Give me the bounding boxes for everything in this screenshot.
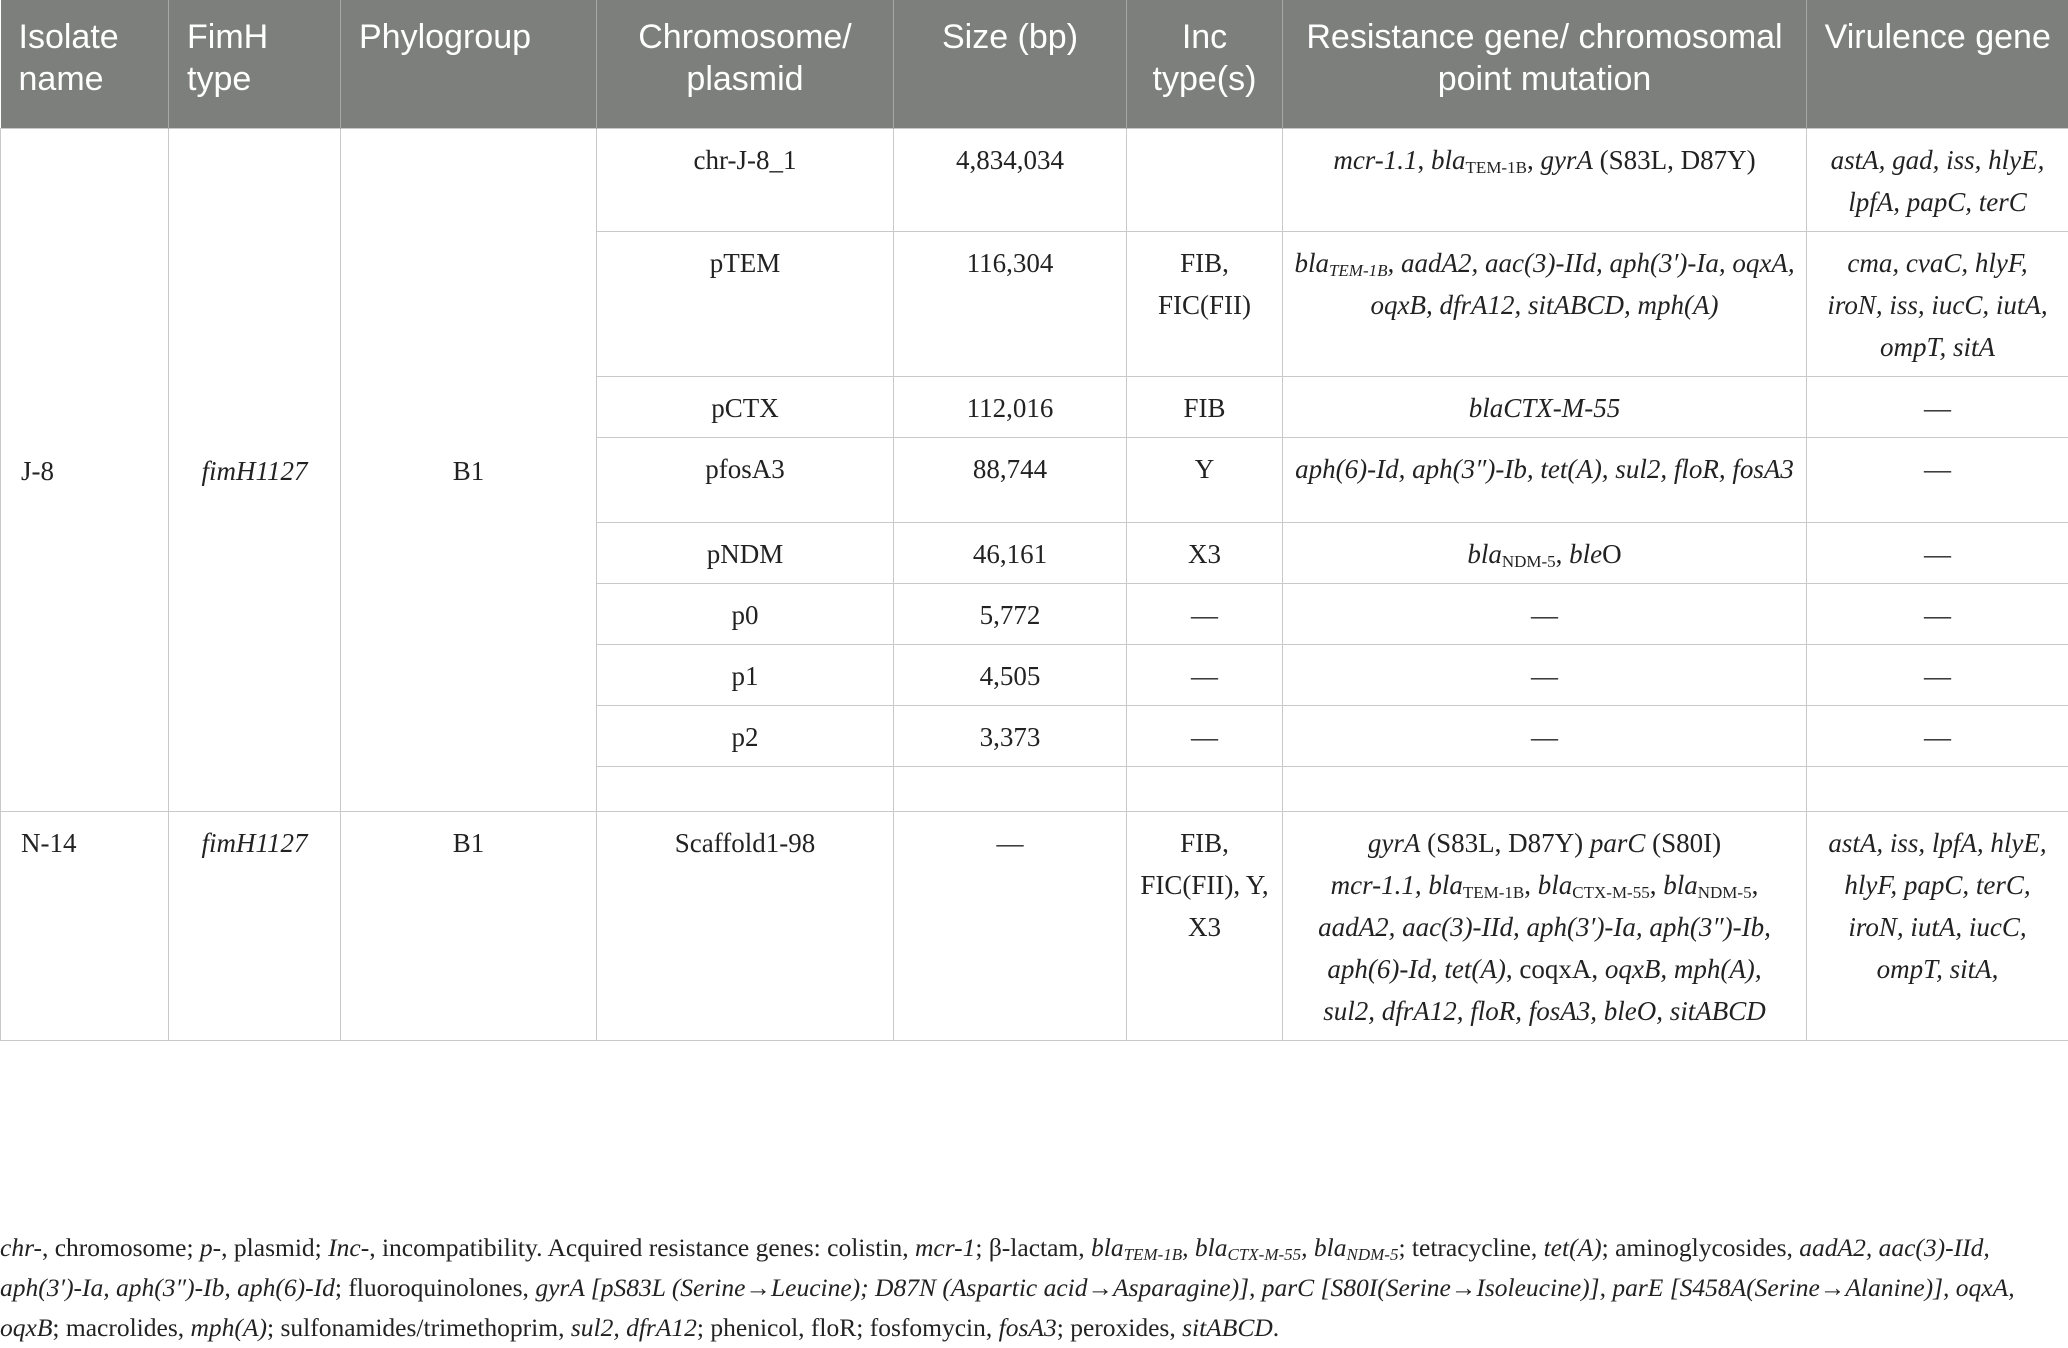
inc-cell: FIB xyxy=(1127,376,1283,437)
empty-cell xyxy=(894,766,1127,811)
phylogroup-cell: B1 xyxy=(341,128,597,811)
isolate-name-cell: J-8 xyxy=(1,128,169,811)
inc-cell: — xyxy=(1127,705,1283,766)
size-cell: 88,744 xyxy=(894,437,1127,522)
replicon-cell: pTEM xyxy=(597,231,894,376)
virulence-cell: cma, cvaC, hlyF, iroN, iss, iucC, iutA, ompT, sitA xyxy=(1807,231,2068,376)
replicon-cell: pfosA3 xyxy=(597,437,894,522)
header-inc-types: Inc type(s) xyxy=(1127,0,1283,128)
virulence-cell: — xyxy=(1807,583,2068,644)
table-row xyxy=(1,128,2068,231)
table-row xyxy=(1,811,2068,1040)
replicon-cell: p2 xyxy=(597,705,894,766)
inc-cell: — xyxy=(1127,644,1283,705)
header-virulence-gene: Virulence gene xyxy=(1807,0,2068,128)
header-row xyxy=(1,0,2068,128)
inc-cell: FIB, FIC(FII) xyxy=(1127,231,1283,376)
phylogroup-cell: B1 xyxy=(341,811,597,1040)
replicon-cell: pCTX xyxy=(597,376,894,437)
header-resistance-gene: Resistance gene/ chromosomal point mutation xyxy=(1283,0,1807,128)
inc-cell: — xyxy=(1127,583,1283,644)
virulence-cell: — xyxy=(1807,705,2068,766)
inc-cell xyxy=(1127,128,1283,231)
inc-cell: FIB, FIC(FII), Y, X3 xyxy=(1127,811,1283,1040)
virulence-cell: — xyxy=(1807,376,2068,437)
empty-cell xyxy=(1807,766,2068,811)
empty-cell xyxy=(597,766,894,811)
resistance-cell: — xyxy=(1283,705,1807,766)
empty-cell xyxy=(1283,766,1807,811)
header-fimh-type: FimH type xyxy=(169,0,341,128)
replicon-cell: p0 xyxy=(597,583,894,644)
size-cell: 4,834,034 xyxy=(894,128,1127,231)
empty-cell xyxy=(1127,766,1283,811)
replicon-cell: Scaffold1-98 xyxy=(597,811,894,1040)
replicon-cell: chr-J-8_1 xyxy=(597,128,894,231)
fimh-cell: fimH1127 xyxy=(169,128,341,811)
fimh-cell: fimH1127 xyxy=(169,811,341,1040)
virulence-cell: — xyxy=(1807,522,2068,583)
size-cell: 3,373 xyxy=(894,705,1127,766)
virulence-cell: astA, iss, lpfA, hlyE, hlyF, papC, terC, iroN, iutA, iucC, ompT, sitA, xyxy=(1807,811,2068,1040)
size-cell: 46,161 xyxy=(894,522,1127,583)
inc-cell: Y xyxy=(1127,437,1283,522)
resistance-cell: aph(6)-Id, aph(3″)-Ib, tet(A), sul2, floR, fosA3 xyxy=(1283,437,1807,522)
resistance-cell: — xyxy=(1283,583,1807,644)
isolate-name-cell: N-14 xyxy=(1,811,169,1040)
resistance-cell: gyrA (S83L, D87Y) parC (S80I) mcr-1.1, bla$_{TEM-1B}$, bla$_{CTX-M-55}$, bla$_{NDM-5}$, aadA2, aac(3)-IId, aph(3′)-Ia, aph(3″)-Ib, aph(6)-Id, tet(A), coqxA, oqxB, mph(A), sul2, dfrA12, floR, fosA3, bleO, sitABCD xyxy=(1283,811,1807,1040)
virulence-cell: — xyxy=(1807,437,2068,522)
resistance-cell: — xyxy=(1283,644,1807,705)
header-phylogroup: Phylogroup xyxy=(341,0,597,128)
resistance-cell: bla$_{TEM-1B}$, aadA2, aac(3)-IId, aph(3′)-Ia, oqxA, oqxB, dfrA12, sitABCD, mph(A) xyxy=(1283,231,1807,376)
virulence-cell: astA, gad, iss, hlyE, lpfA, papC, terC xyxy=(1807,128,2068,231)
size-cell: 5,772 xyxy=(894,583,1127,644)
header-isolate-name: Isolate name xyxy=(1,0,169,128)
size-cell: 4,505 xyxy=(894,644,1127,705)
header-size: Size (bp) xyxy=(894,0,1127,128)
replicon-cell: pNDM xyxy=(597,522,894,583)
size-cell: — xyxy=(894,811,1127,1040)
resistance-cell: mcr-1.1, bla$_{TEM-1B}$, gyrA (S83L, D87Y) xyxy=(1283,128,1807,231)
size-cell: 116,304 xyxy=(894,231,1127,376)
replicon-cell: p1 xyxy=(597,644,894,705)
header-chromosome-plasmid: Chromosome/ plasmid xyxy=(597,0,894,128)
resistance-cell: bla$_{NDM-5}$, bleO xyxy=(1283,522,1807,583)
inc-cell: X3 xyxy=(1127,522,1283,583)
virulence-cell: — xyxy=(1807,644,2068,705)
size-cell: 112,016 xyxy=(894,376,1127,437)
resistance-cell: blaCTX-M-55 xyxy=(1283,376,1807,437)
table-footnote: chr-, chromosome; p-, plasmid; Inc-, incompatibility. Acquired resistance genes: colistin, mcr-1; β-lactam, bla$_{TEM-1B}$, bla$_{CTX-M-55}$, bla$_{NDM-5}$; tetracycline, tet(A); aminoglycosides, aadA2, aac(3)-IId, aph(3′)-Ia, aph(3″)-Ib, aph(6)-Id; fluoroquinolones, gyrA [pS83L (Serine→Leucine); D87N (Aspartic acid→Asparagine)], parC [S80I(Serine→Isoleucine)], parE [S458A(Serine→Alanine)], oqxA, oqxB; macrolides, mph(A); sulfonamides/trimethoprim, sul2, dfrA12; phenicol, floR; fosfomycin, fosA3; peroxides, sitABCD. xyxy=(0,1233,2015,1342)
